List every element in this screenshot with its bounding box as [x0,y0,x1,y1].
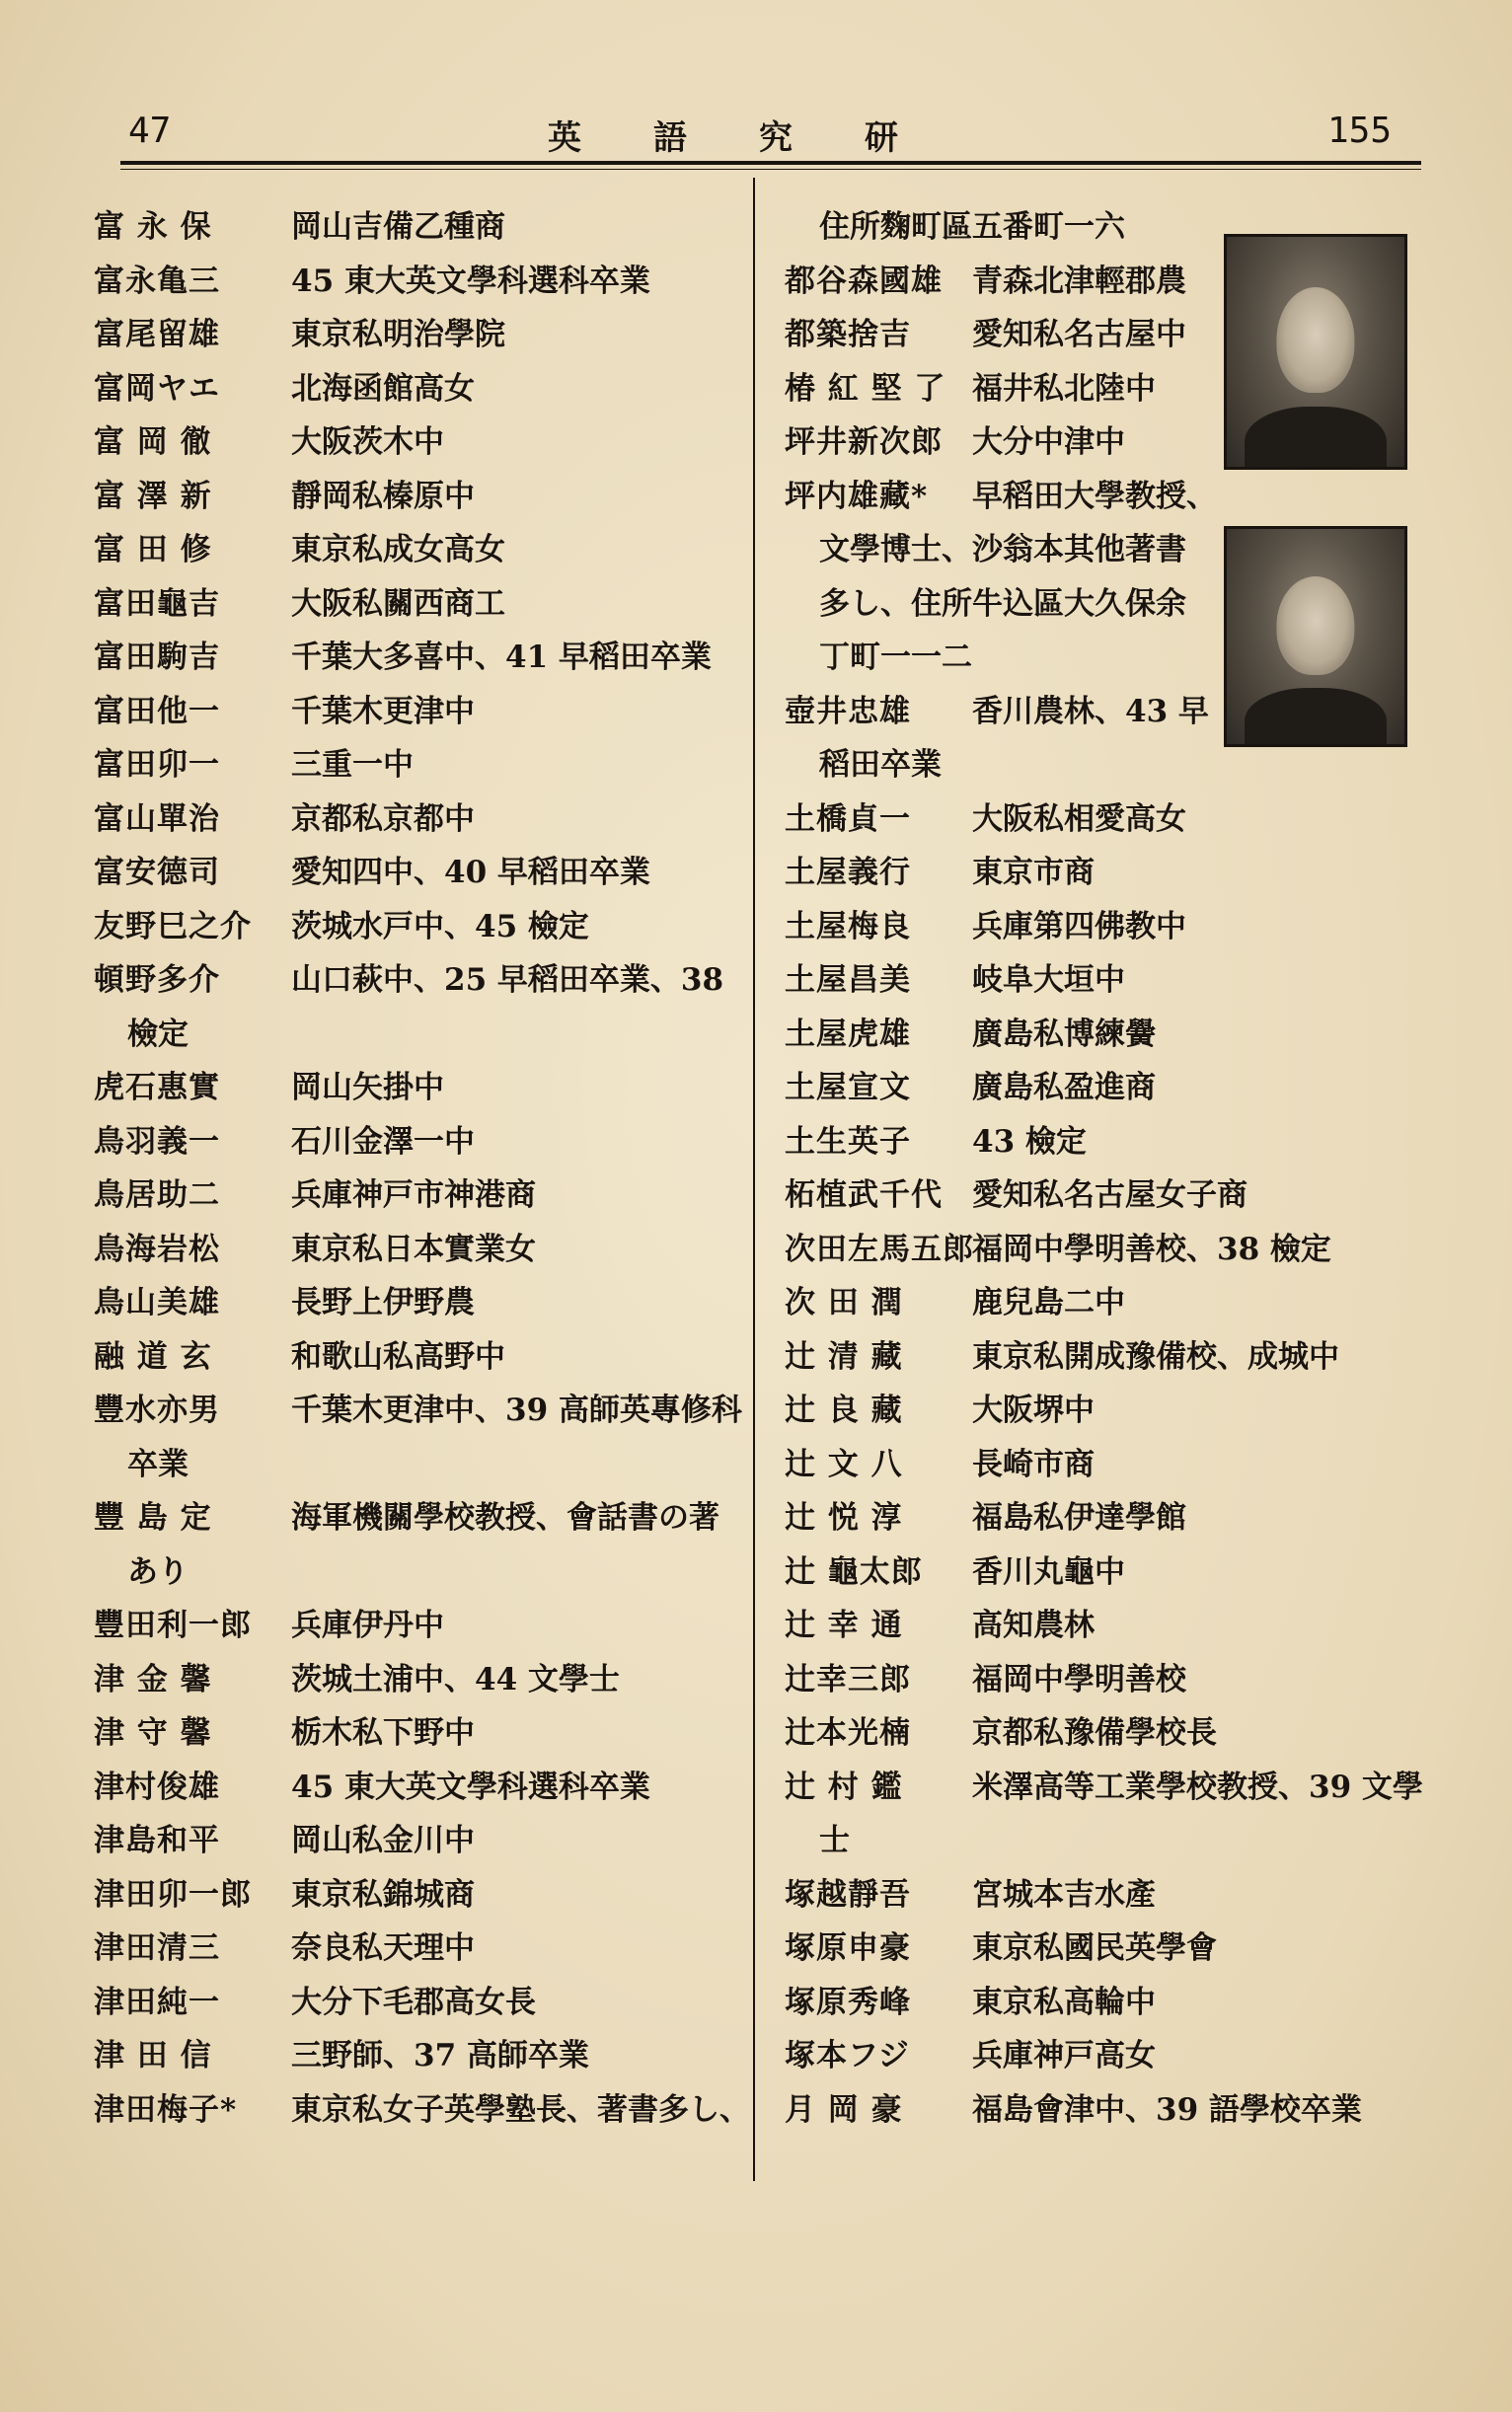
entry-school: 東京私開成豫備校、成城中 [972,1338,1339,1375]
entry-name: 富岡ヤエ [94,370,220,407]
entry-name: 土屋昌美 [785,962,911,998]
entry-school: 廣島私博練黌 [972,1016,1156,1052]
entry-name: 津田純一 [94,1984,220,2020]
entry-name: 辻本光楠 [785,1715,911,1751]
directory-entry [785,1976,1421,2030]
entry-school: 長野上伊野農 [291,1285,475,1320]
directory-entry [785,1168,1421,1223]
entry-name: 塚本フジ [785,2038,910,2073]
entry-school: 東京私錦城商 [291,1876,475,1913]
entry-name: 土屋梅良 [785,908,911,944]
directory-entry [94,1384,745,1438]
directory-entry [94,1545,745,1600]
entry-school: 愛知私名古屋中 [972,317,1186,352]
directory-entry [785,1438,1421,1492]
entry-name: 辻 清 藏 [785,1338,903,1375]
entry-name: 壺井忠雄 [785,693,911,729]
entry-name: 辻 村 鑑 [785,1769,903,1805]
entry-name: 富 岡 徹 [94,424,212,460]
entry-school: 千葉木更津中、39 高師英專修科 [291,1393,742,1428]
entry-name: 富田駒吉 [94,640,220,675]
directory-entry [94,362,745,416]
directory-entry [785,1008,1421,1062]
portrait-body [1245,688,1387,747]
directory-entry [94,953,745,1008]
entry-name: 辻 良 藏 [785,1393,903,1428]
entry-school: 岐阜大垣中 [972,962,1125,998]
entry-name: 椿 紅 堅 了 [785,370,946,407]
entry-school: 千葉大多喜中、41 早稻田卒業 [291,640,712,675]
header-rule [120,161,1421,165]
entry-school: 茨城水戸中、45 檢定 [291,908,589,944]
entry-school: 早稻田大學教授、 [972,478,1217,514]
directory-entry [785,1384,1421,1438]
directory-entry [785,1545,1421,1600]
portrait-body [1245,407,1387,470]
entry-school: 鹿兒島二中 [972,1285,1125,1320]
entry-school: 三重一中 [291,747,414,783]
entry-name: 津 守 馨 [94,1715,212,1751]
entry-name: 津 田 信 [94,2038,212,2073]
entry-name: 富 永 保 [94,209,212,245]
entry-name: 月 岡 豪 [785,2091,903,2128]
entry-school: 京都私豫備學校長 [972,1715,1217,1751]
entry-school: 45 東大英文學科選科卒業 [291,263,650,299]
entry-name: 土屋虎雄 [785,1016,911,1052]
left-column [94,200,750,2137]
entry-school: 岡山矢掛中 [291,1070,444,1105]
entry-name: 津村俊雄 [94,1769,220,1805]
entry-school: 大分中津中 [972,424,1125,460]
entry-continuation: 文學博士、沙翁本其他著書 [819,532,1186,567]
entry-name: 辻 文 八 [785,1446,903,1482]
directory-entry [785,1061,1421,1115]
directory-entry [94,308,745,362]
entry-school: 東京市商 [972,855,1095,890]
entry-continuation: 丁町一一二 [819,640,972,675]
entry-school: 43 檢定 [972,1123,1087,1160]
entry-school: 東京私女子英學塾長、著書多し、 [291,2091,750,2128]
entry-school: 福島會津中、39 語學校卒業 [972,2091,1362,2128]
directory-entry [94,523,745,577]
directory-entry [94,255,745,309]
directory-entry [94,1008,745,1062]
entry-school: 福岡中學明善校、38 檢定 [972,1231,1331,1267]
entry-school: 岡山私金川中 [291,1823,475,1858]
title-char: 研 [865,118,898,158]
entry-name: 辻 悦 淳 [785,1500,903,1536]
entry-name: 頓野多介 [94,962,220,998]
entry-name: 柘植武千代 [785,1177,943,1213]
directory-entry [94,1706,745,1761]
entry-name: 虎石惠實 [94,1070,220,1105]
directory-entry [785,2029,1421,2083]
entry-name: 富田龜吉 [94,585,220,622]
directory-entry [785,1922,1421,1976]
directory-entry [94,1115,745,1169]
entry-school: 栃木私下野中 [291,1715,475,1751]
entry-name: 土橋貞一 [785,800,911,837]
entry-school: 大阪私關西商工 [291,585,505,622]
directory-entry [94,577,745,632]
directory-entry [94,685,745,739]
entry-school: 大阪茨木中 [291,424,444,460]
directory-entry [94,1276,745,1330]
entry-name: 坪井新次郎 [785,424,943,460]
entry-continuation: 稻田卒業 [819,747,942,783]
portrait-face [1276,576,1354,675]
directory-entry [94,900,745,954]
directory-entry [785,900,1421,954]
right-column [785,200,1421,2137]
directory-entry [785,1706,1421,1761]
directory-entry [785,1115,1421,1169]
entry-school: 福岡中學明善校 [972,1661,1186,1697]
entry-name: 都谷森國雄 [785,263,943,299]
directory-entry [785,1330,1421,1385]
running-title [548,111,972,159]
entry-name: 富田卯一 [94,747,220,783]
entry-name: 富田他一 [94,693,220,729]
entry-school: 東京私明治學院 [291,317,505,352]
entry-school: 山口萩中、25 早稻田卒業、38 [291,962,724,998]
entry-name: 富永亀三 [94,263,220,299]
entry-name: 融 道 玄 [94,1338,212,1375]
directory-entry [785,1599,1421,1653]
directory-entry [94,1761,745,1815]
column-divider [753,178,755,2181]
directory-entry [94,415,745,470]
directory-entry [94,1599,745,1653]
entry-school: 大阪堺中 [972,1393,1095,1428]
entry-name: 津 金 馨 [94,1661,212,1697]
entry-continuation: 多し、住所牛込區大久保余 [819,585,1186,622]
entry-school: 岡山吉備乙種商 [291,209,505,245]
directory-entry [94,1814,745,1868]
entry-continuation: 士 [819,1823,850,1858]
directory-entry [785,953,1421,1008]
entry-school: 愛知四中、40 早稻田卒業 [291,855,650,890]
entry-school: 香川農林、43 早 [972,693,1209,729]
right-page-number: 155 [1327,111,1393,151]
entry-name: 鳥羽義一 [94,1123,220,1160]
entry-continuation: 檢定 [127,1016,189,1052]
directory-entry [94,846,745,900]
directory-entry [94,1868,745,1922]
portrait-photo-man [1224,526,1407,747]
entry-school: 長崎市商 [972,1446,1095,1482]
directory-entry [94,1922,745,1976]
directory-entry [785,1868,1421,1922]
portrait-photo-woman [1224,234,1407,470]
entry-school: 45 東大英文學科選科卒業 [291,1769,650,1805]
entry-school: 兵庫神戸市神港商 [291,1177,536,1213]
title-char: 英 [548,118,581,158]
directory-entry [785,1276,1421,1330]
directory-entry [94,1491,745,1545]
directory-entry [94,470,745,524]
entry-school: 和歌山私高野中 [291,1338,505,1375]
directory-entry [94,1438,745,1492]
left-page-number: 47 [128,111,172,151]
directory-entry [94,1330,745,1385]
entry-name: 土屋宣文 [785,1070,911,1105]
directory-entry [94,1653,745,1707]
entry-continuation: あり [127,1553,189,1590]
entry-school: 東京私高輪中 [972,1984,1156,2020]
directory-entry [94,200,745,255]
entry-school: 米澤高等工業學校教授、39 文學 [972,1769,1423,1805]
entry-name: 辻 幸 通 [785,1608,903,1643]
entry-school: 北海函館高女 [291,370,475,407]
entry-name: 辻 龜太郎 [785,1553,923,1590]
entry-name: 土屋義行 [785,855,911,890]
directory-entry [785,1814,1421,1868]
entry-school: 福井私北陸中 [972,370,1156,407]
directory-entry [94,738,745,792]
entry-name: 辻幸三郎 [785,1661,911,1697]
entry-name: 津島和平 [94,1823,220,1858]
entry-school: 奈良私天理中 [291,1930,475,1966]
directory-entry [94,2083,750,2138]
directory-entry [785,1761,1421,1815]
entry-name: 鳥海岩松 [94,1231,220,1267]
entry-school: 兵庫神戸高女 [972,2038,1156,2073]
entry-name: 津田梅子* [94,2091,238,2128]
entry-school: 海軍機關學校教授、會話書の著 [291,1500,719,1536]
entry-school: 石川金澤一中 [291,1123,475,1160]
directory-entry [94,1061,745,1115]
entry-school: 愛知私名古屋女子商 [972,1177,1247,1213]
directory-entry [785,1223,1421,1277]
entry-school: 東京私日本實業女 [291,1231,536,1267]
entry-school: 千葉木更津中 [291,693,475,729]
entry-name: 豐 島 定 [94,1500,212,1536]
entry-school: 三野師、37 高師卒業 [291,2038,589,2073]
entry-school: 青森北津輕郡農 [972,263,1186,299]
entry-continuation: 住所麴町區五番町一六 [819,209,1125,245]
directory-entry [94,2029,745,2083]
header-rule-thin [120,169,1421,170]
entry-school: 宮城本吉水產 [972,1876,1156,1913]
entry-name: 友野巳之介 [94,908,252,944]
directory-entry [94,1976,745,2030]
title-char: 究 [759,118,793,158]
directory-entry [785,846,1421,900]
entry-school: 靜岡私榛原中 [291,478,475,514]
entry-school: 兵庫第四佛教中 [972,908,1186,944]
entry-name: 鳥居助二 [94,1177,220,1213]
entry-school: 高知農林 [972,1608,1095,1643]
entry-name: 塚越靜吾 [785,1876,911,1913]
entry-name: 坪内雄藏* [785,478,929,514]
directory-entry [94,1223,745,1277]
entry-name: 豐水亦男 [94,1393,220,1428]
entry-name: 次 田 潤 [785,1285,903,1320]
entry-name: 富尾留雄 [94,317,220,352]
entry-name: 土生英子 [785,1123,911,1160]
entry-name: 次田左馬五郎 [785,1231,974,1267]
entry-school: 茨城土浦中、44 文學士 [291,1661,620,1697]
entry-name: 津田清三 [94,1930,220,1966]
entry-school: 京都私京都中 [291,800,475,837]
entry-name: 富山單治 [94,800,220,837]
entry-name: 塚原申豪 [785,1930,911,1966]
directory-entry [785,1491,1421,1545]
entry-school: 廣島私盈進商 [972,1070,1156,1105]
entry-name: 富 澤 新 [94,478,212,514]
entry-name: 富安德司 [94,855,220,890]
directory-entry [94,631,745,685]
directory-entry [785,1653,1421,1707]
directory-entry [785,470,1421,524]
portrait-face [1276,287,1354,393]
entry-continuation: 卒業 [127,1446,189,1482]
entry-name: 津田卯一郎 [94,1876,252,1913]
entry-school: 大阪私相愛高女 [972,800,1186,837]
directory-entry [785,2083,1421,2138]
entry-school: 兵庫伊丹中 [291,1608,444,1643]
entry-school: 福島私伊達學館 [972,1500,1186,1536]
entry-name: 富 田 修 [94,532,212,567]
entry-name: 塚原秀峰 [785,1984,911,2020]
directory-entry [94,1168,745,1223]
entry-name: 都築捨吉 [785,317,911,352]
directory-entry [94,792,745,847]
entry-name: 鳥山美雄 [94,1285,220,1320]
entry-school: 東京私國民英學會 [972,1930,1217,1966]
entry-school: 大分下毛郡高女長 [291,1984,536,2020]
title-char: 語 [653,118,687,158]
entry-school: 東京私成女高女 [291,532,505,567]
entry-name: 豐田利一郎 [94,1608,252,1643]
directory-entry [785,792,1421,847]
entry-school: 香川丸龜中 [972,1553,1125,1590]
